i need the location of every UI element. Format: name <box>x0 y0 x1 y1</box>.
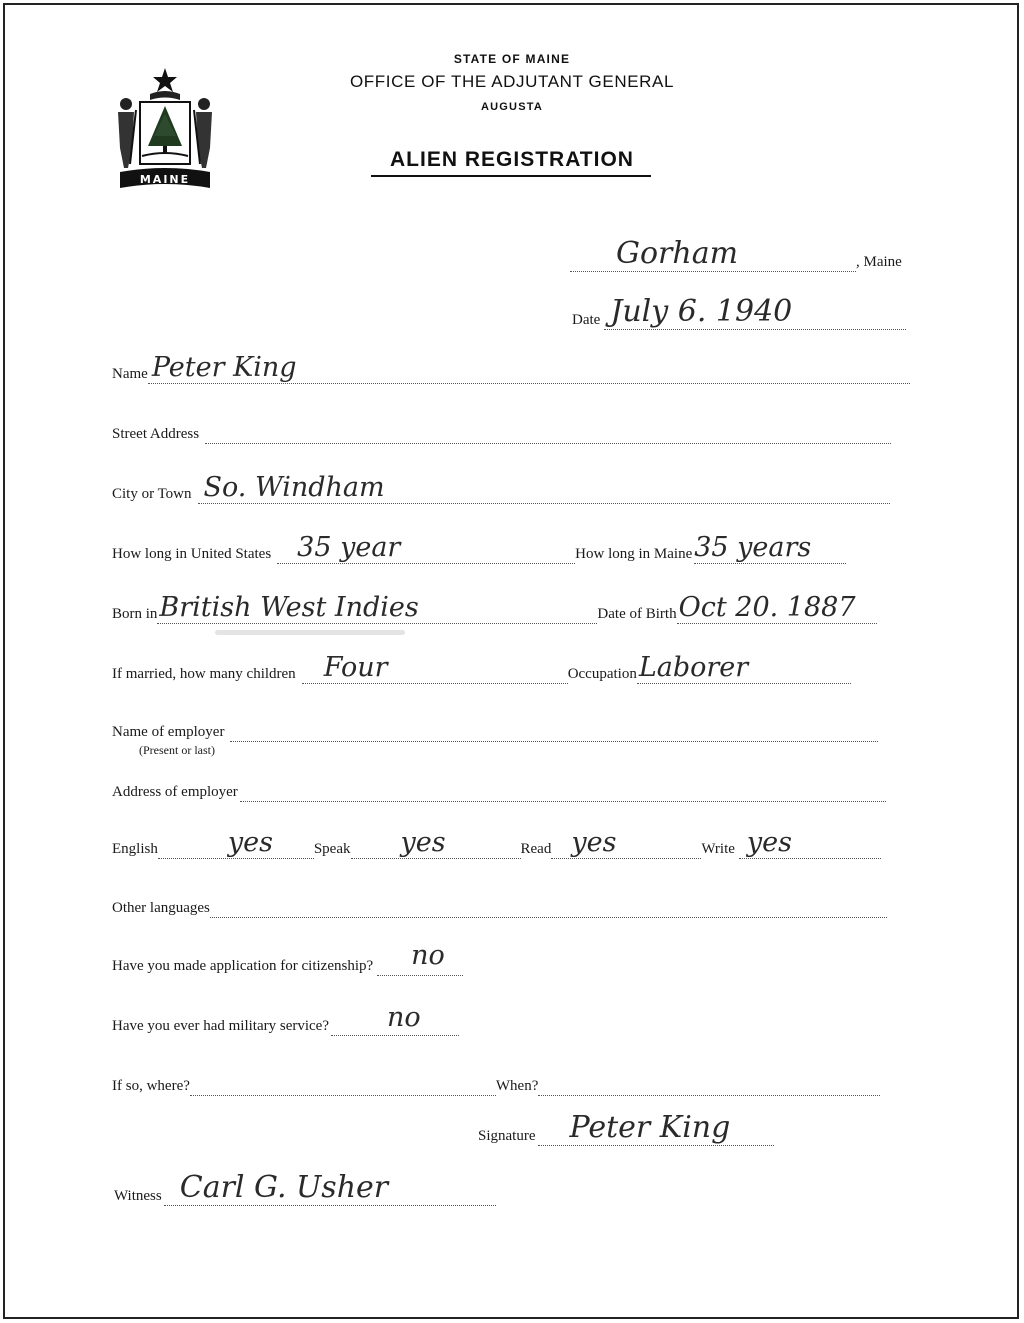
military-label: Have you ever had military service? <box>112 1018 329 1034</box>
employer-row <box>112 708 878 742</box>
place-value: Gorham <box>616 236 739 271</box>
employer-address-row <box>112 768 886 802</box>
children-row <box>112 650 851 684</box>
write-label: Write <box>701 841 735 857</box>
employer-address-field[interactable] <box>240 767 886 802</box>
military-field[interactable] <box>331 1001 459 1036</box>
where-when-row <box>112 1062 880 1096</box>
long-us-value: 35 year <box>297 532 401 563</box>
signature-label: Signature <box>478 1128 536 1144</box>
dob-value: Oct 20. 1887 <box>678 592 856 623</box>
when-label: When? <box>495 1078 539 1094</box>
long-maine-field[interactable] <box>694 529 846 564</box>
city-value: So. Windham <box>203 472 385 503</box>
where-field[interactable] <box>190 1061 496 1096</box>
place-suffix-label: , Maine <box>856 254 902 270</box>
witness-label: Witness <box>114 1188 162 1204</box>
military-value: no <box>387 1002 421 1033</box>
witness-row <box>114 1172 496 1206</box>
signature-field[interactable] <box>538 1111 774 1146</box>
where-label: If so, where? <box>112 1078 190 1094</box>
born-in-value: British West Indies <box>159 592 419 623</box>
form-title: ALIEN REGISTRATION <box>390 148 634 171</box>
english-row <box>112 825 881 859</box>
date-row <box>572 296 906 330</box>
speak-label: Speak <box>313 841 351 857</box>
svg-text:MAINE: MAINE <box>139 173 191 186</box>
place-row <box>570 238 902 272</box>
long-maine-value: 35 years <box>694 532 812 563</box>
occupation-field[interactable] <box>637 649 851 684</box>
speak-value: yes <box>400 827 446 858</box>
children-value: Four <box>323 652 388 683</box>
citizenship-row <box>112 942 463 976</box>
write-value: yes <box>746 827 792 858</box>
witness-value: Carl G. Usher <box>179 1170 389 1205</box>
write-field[interactable] <box>739 824 881 859</box>
date-label: Date <box>572 312 601 328</box>
city-label: City or Town <box>112 486 192 502</box>
employer-label: Name of employer <box>112 724 225 740</box>
city-row <box>112 470 890 504</box>
long-us-field[interactable] <box>277 529 575 564</box>
name-row <box>112 350 910 384</box>
children-field[interactable] <box>302 649 568 684</box>
date-field[interactable] <box>604 295 906 330</box>
name-label: Name <box>112 366 148 382</box>
long-us-label: How long in United States <box>112 546 272 562</box>
other-languages-label: Other languages <box>112 900 210 916</box>
employer-address-label: Address of employer <box>112 784 238 800</box>
english-label: English <box>112 841 158 857</box>
name-value: Peter King <box>151 352 297 383</box>
paper-smudge <box>215 630 405 635</box>
title-underline <box>371 175 651 177</box>
occupation-label: Occupation <box>567 666 637 682</box>
name-field[interactable] <box>148 349 910 384</box>
birth-row <box>112 590 877 624</box>
long-maine-label: How long in Maine <box>575 546 693 562</box>
citizenship-field[interactable] <box>377 941 463 976</box>
date-value: July 6. 1940 <box>610 294 793 329</box>
occupation-value: Laborer <box>638 652 749 683</box>
children-label: If married, how many children <box>112 666 296 682</box>
place-field[interactable] <box>570 237 856 272</box>
street-field[interactable] <box>205 409 891 444</box>
military-row <box>112 1002 459 1036</box>
when-field[interactable] <box>538 1061 880 1096</box>
citizenship-value: no <box>411 940 445 971</box>
english-value: yes <box>227 827 273 858</box>
other-languages-row <box>112 884 887 918</box>
office-heading: OFFICE OF THE ADJUTANT GENERAL <box>349 72 675 91</box>
state-heading: STATE OF MAINE <box>453 52 571 66</box>
street-label: Street Address <box>112 426 200 442</box>
dob-label: Date of Birth <box>597 606 677 622</box>
born-in-field[interactable] <box>157 589 597 624</box>
employer-sublabel: (Present or last) <box>139 743 215 757</box>
duration-row <box>112 530 846 564</box>
english-field[interactable] <box>158 824 314 859</box>
signature-row <box>478 1112 774 1146</box>
street-row <box>112 410 891 444</box>
speak-field[interactable] <box>351 824 521 859</box>
citizenship-label: Have you made application for citizenship? <box>112 958 374 974</box>
read-field[interactable] <box>551 824 701 859</box>
dob-field[interactable] <box>677 589 877 624</box>
read-label: Read <box>520 841 552 857</box>
born-in-label: Born in <box>112 606 158 622</box>
city-field[interactable] <box>198 469 890 504</box>
employer-field[interactable] <box>230 707 878 742</box>
read-value: yes <box>571 827 617 858</box>
signature-value: Peter King <box>569 1110 731 1145</box>
city-heading: AUGUSTA <box>481 101 543 113</box>
other-languages-field[interactable] <box>210 883 887 918</box>
witness-field[interactable] <box>164 1171 496 1206</box>
